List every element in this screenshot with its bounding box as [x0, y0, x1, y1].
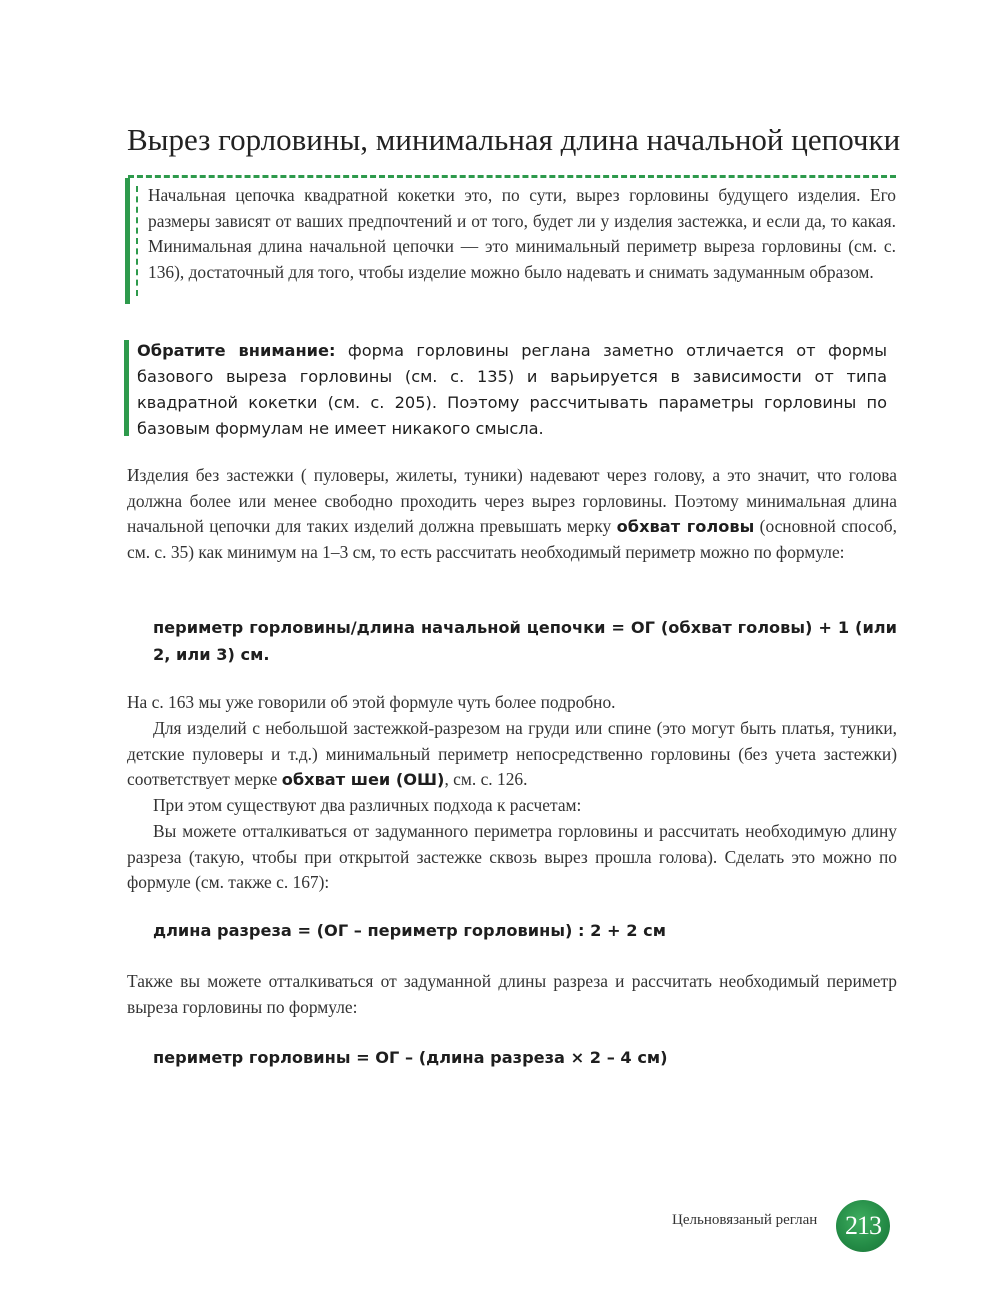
- note-callout: [137, 338, 887, 442]
- paragraph-approach-one: Вы можете отталкиваться от задуманного периметра горловины и рассчитать необходимую длину разреза (такую, чтобы при открытой застежке сквозь вырез прошла голова). Сделать это можно по формуле (см. также с. 167):: [127, 821, 897, 893]
- term-neck-circumference: обхват шеи (ОШ): [281, 770, 445, 790]
- note-label: Обратите внимание:: [137, 341, 336, 360]
- page-number: 213: [845, 1211, 881, 1240]
- paragraph-approach-two: Также вы можете отталкиваться от задуманной длины разреза и рассчитать необходимый периметр выреза горловины по формуле:: [127, 971, 897, 1017]
- page-title: Вырез горловины, минимальная длина начальной цепочки: [127, 122, 901, 157]
- term-head-circumference: обхват головы: [616, 517, 755, 537]
- running-footer: Цельновязаный реглан: [672, 1212, 818, 1228]
- paragraph-approaches: При этом существуют два различных подхода к расчетам:: [153, 795, 582, 815]
- intro-stitch-line: [136, 186, 138, 296]
- note-accent-bar: [124, 340, 129, 436]
- formula-neck-from-slit: периметр горловины = ОГ – (длина разреза × 2 – 4 см): [153, 1048, 668, 1067]
- paragraph-reference: На с. 163 мы уже говорили об этой формуле чуть более подробно.: [127, 692, 616, 712]
- paragraph-no-fastener: [127, 463, 897, 566]
- intro-accent-bar: [125, 178, 130, 304]
- note-text: форма горловины реглана заметно отличается от формы базового выреза горловины (см. с. 135) и варьируется в зависимости от типа квадратной кокетки (см. с. 205). Поэтому рассчитывать параметры горловины по базовым формулам не имеет никакого смысла.: [137, 341, 887, 438]
- formula-neck-perimeter: периметр горловины/длина начальной цепочки = ОГ (обхват головы) + 1 (или 2, или 3) см.: [153, 618, 897, 664]
- paragraph-text: Для изделий с небольшой застежкой-разрезом на груди или спине (это могут быть платья, туники, детские пуловеры и т.д.) минимальный периметр непосредственно горловины (без учета застежки) соответствует мерке: [127, 718, 897, 790]
- paragraph-text: Изделия без застежки ( пуловеры, жилеты, туники) надевают через голову, а это значит, что голова должна более или менее свободно проходить через вырез горловины. Поэтому минимальная длина начальной цепочки для таких изделий должна превышать мерку: [127, 465, 897, 537]
- paragraph-text: , см. с. 126.: [444, 769, 528, 790]
- paragraph-with-fastener: [127, 716, 897, 793]
- page-number-badge: [836, 1200, 890, 1252]
- paragraph-text: (основной способ, см. с. 35) как минимум на 1–3 см, то есть рассчитать необходимый периметр можно по формуле:: [127, 516, 897, 563]
- intro-paragraph: Начальная цепочка квадратной кокетки это, по сути, вырез горловины будущего изделия. Его размеры зависят от ваших предпочтений и от того, будет ли у изделия застежка, и если да, то какая. Минимальная длина начальной цепочки — это минимальный периметр выреза горловины (см. с. 136), достаточный для того, чтобы изделие можно было надевать и снимать задуманным образом.: [148, 185, 896, 282]
- dashed-divider: [128, 175, 896, 178]
- formula-slit-length: длина разреза = (ОГ – периметр горловины) : 2 + 2 см: [153, 921, 666, 940]
